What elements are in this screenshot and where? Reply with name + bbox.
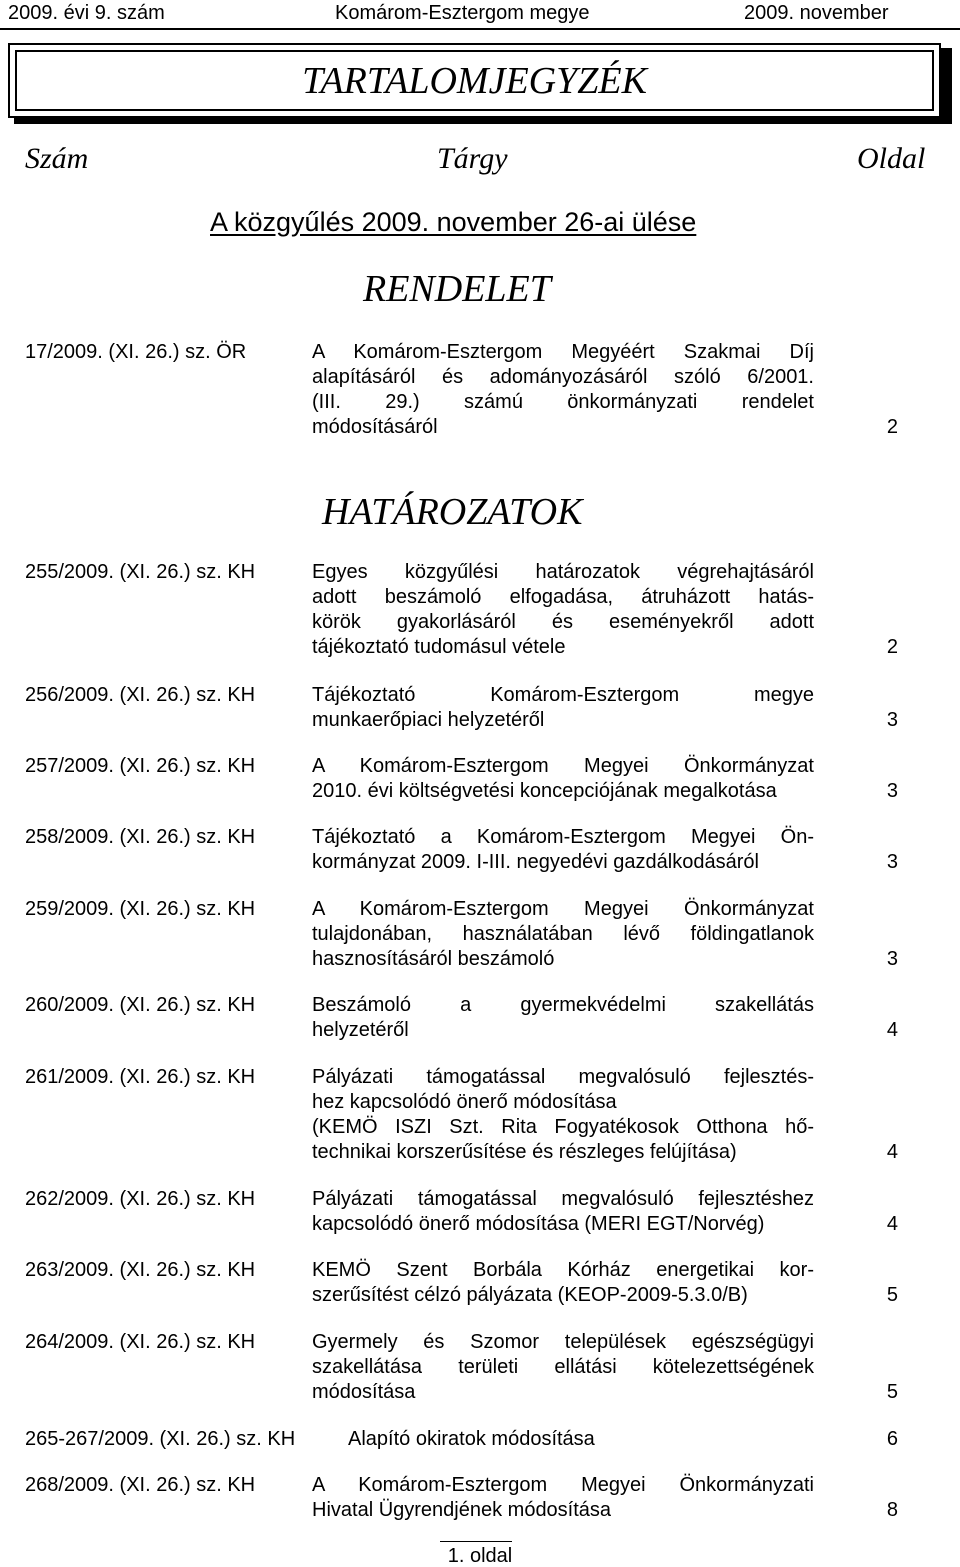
entry-page: 3	[886, 948, 898, 970]
entry-page: 3	[886, 851, 898, 873]
column-heading-page: Oldal	[857, 142, 926, 175]
session-title: A közgyűlés 2009. november 26-ai ülése	[210, 207, 697, 237]
entry-title-line: módosításáról	[312, 416, 438, 438]
entry-title	[312, 560, 814, 660]
entry-number: 260/2009. (XI. 26.) sz. KH	[25, 994, 256, 1016]
entry-page: 8	[886, 1499, 898, 1521]
header-issue: 2009. évi 9. szám	[8, 2, 165, 24]
entry-number: 268/2009. (XI. 26.) sz. KH	[25, 1474, 256, 1496]
entry-title-line: tájékoztató tudomásul vétele	[312, 636, 566, 658]
entry-page: 3	[886, 709, 898, 731]
running-header	[0, 0, 960, 30]
entry-title	[312, 1187, 814, 1237]
title-box	[8, 43, 941, 118]
entry-title-line: alapításáról és adományozásáról szóló 6/2001.	[312, 366, 814, 388]
entry-page: 4	[886, 1019, 898, 1041]
entry-number: 258/2009. (XI. 26.) sz. KH	[25, 826, 256, 848]
entry-number: 261/2009. (XI. 26.) sz. KH	[25, 1066, 256, 1088]
entry-title-line: körök gyakorlásáról és eseményekről adott	[312, 611, 814, 633]
entry-title	[312, 1258, 814, 1308]
entry-number: 257/2009. (XI. 26.) sz. KH	[25, 755, 256, 777]
entry-number: 255/2009. (XI. 26.) sz. KH	[25, 561, 256, 583]
toc-title: TARTALOMJEGYZÉK	[15, 50, 934, 111]
entry-title-line: Beszámoló a gyermekvédelmi szakellátás	[312, 994, 814, 1016]
entry-title	[312, 754, 814, 804]
column-heading-number: Szám	[25, 142, 89, 175]
footer-rule	[440, 1541, 512, 1542]
entry-title	[312, 683, 814, 733]
entry-page: 4	[886, 1213, 898, 1235]
entry-title-line: A Komárom-Esztergom Megyei Önkormányzat	[312, 898, 814, 920]
entry-number: 17/2009. (XI. 26.) sz. ÖR	[25, 341, 247, 363]
entry-page: 3	[886, 780, 898, 802]
entry-title-line: (KEMÖ ISZI Szt. Rita Fogyatékosok Otthona hő-	[312, 1116, 814, 1138]
entry-title-line: kormányzat 2009. I-III. negyedévi gazdálkodásáról	[312, 851, 759, 873]
entry-title-line: módosítása	[312, 1381, 416, 1403]
entry-title-line: hez kapcsolódó önerő módosítása	[312, 1091, 617, 1113]
entry-page: 5	[886, 1284, 898, 1306]
entry-title-line: Gyermely és Szomor települések egészségügyi	[312, 1331, 814, 1353]
entry-number: 259/2009. (XI. 26.) sz. KH	[25, 898, 256, 920]
entry-number: 256/2009. (XI. 26.) sz. KH	[25, 684, 256, 706]
entry-title	[312, 1473, 814, 1523]
entry-title-line: szerűsítést célzó pályázata (KEOP-2009-5.3.0/B)	[312, 1284, 748, 1306]
entry-title-line: technikai korszerűsítése és részleges felújítása)	[312, 1141, 737, 1163]
entry-title-line: KEMÖ Szent Borbála Kórház energetikai kor-	[312, 1259, 814, 1281]
entry-page: 6	[886, 1428, 898, 1450]
section-heading-rendelet: RENDELET	[363, 268, 551, 310]
entry-title-line: tulajdonában, használatában lévő földingatlanok	[312, 923, 814, 945]
entry-title-line: Pályázati támogatással megvalósuló fejlesztés-	[312, 1066, 814, 1088]
entry-title	[312, 993, 814, 1043]
entry-title-line: helyzetéről	[312, 1019, 409, 1041]
entry-title-line: (III. 29.) számú önkormányzati rendelet	[312, 391, 814, 413]
entry-title-line: kapcsolódó önerő módosítása (MERI EGT/Norvég)	[312, 1213, 765, 1235]
entry-title-line: Egyes közgyűlési határozatok végrehajtásáról	[312, 561, 814, 583]
entry-number: 263/2009. (XI. 26.) sz. KH	[25, 1259, 256, 1281]
entry-title	[312, 1330, 814, 1405]
entry-title	[348, 1427, 818, 1452]
entry-title-line: A Komárom-Esztergom Megyéért Szakmai Díj	[312, 341, 814, 363]
entry-page: 4	[886, 1141, 898, 1163]
entry-page: 2	[886, 416, 898, 438]
entry-title-line: Tájékoztató Komárom-Esztergom megye	[312, 684, 814, 706]
entry-title	[312, 825, 814, 875]
entry-page: 5	[886, 1381, 898, 1403]
column-heading-subject: Tárgy	[437, 142, 508, 175]
header-date: 2009. november	[744, 2, 889, 24]
entry-title-line: Alapító okiratok módosítása	[348, 1428, 595, 1450]
entry-title-line: munkaerőpiaci helyzetéről	[312, 709, 545, 731]
entry-title-line: A Komárom-Esztergom Megyei Önkormányzati	[312, 1474, 814, 1496]
entry-number: 262/2009. (XI. 26.) sz. KH	[25, 1188, 256, 1210]
entry-title	[312, 1065, 814, 1165]
section-heading-hatarozatok: HATÁROZATOK	[322, 491, 583, 533]
entry-page: 2	[886, 636, 898, 658]
entry-number: 264/2009. (XI. 26.) sz. KH	[25, 1331, 256, 1353]
entry-title-line: 2010. évi költségvetési koncepciójának megalkotása	[312, 780, 777, 802]
entry-title-line: Tájékoztató a Komárom-Esztergom Megyei Ön-	[312, 826, 814, 848]
header-county: Komárom-Esztergom megye	[335, 2, 590, 24]
entry-title-line: Pályázati támogatással megvalósuló fejlesztéshez	[312, 1188, 814, 1210]
entry-title-line: Hivatal Ügyrendjének módosítása	[312, 1499, 612, 1521]
entry-title-line: A Komárom-Esztergom Megyei Önkormányzat	[312, 755, 814, 777]
entry-title-line: adott beszámoló elfogadása, átruházott hatás-	[312, 586, 814, 608]
footer-page-number: 1. oldal	[447, 1545, 513, 1567]
entry-title	[312, 897, 814, 972]
entry-number: 265-267/2009. (XI. 26.) sz. KH	[25, 1428, 296, 1450]
entry-title-line: hasznosításáról beszámoló	[312, 948, 555, 970]
entry-title	[312, 340, 814, 440]
entry-title-line: szakellátása területi ellátási kötelezettségének	[312, 1356, 814, 1378]
header-rule	[0, 28, 960, 30]
